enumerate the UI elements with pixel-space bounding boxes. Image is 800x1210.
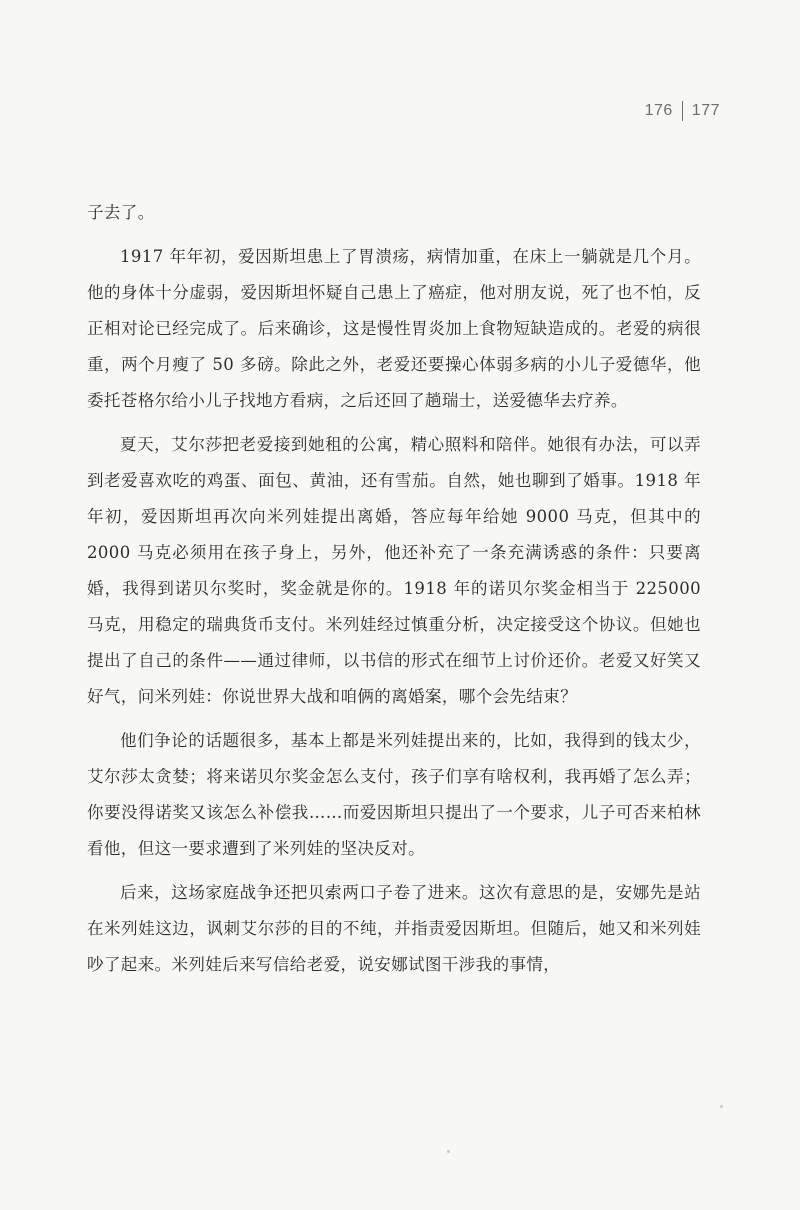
- paragraph-continuation: 子去了。: [87, 203, 155, 222]
- page-number-right: 177: [691, 102, 720, 119]
- page-number-divider: [682, 101, 683, 121]
- paragraph: 夏天，艾尔莎把老爱接到她租的公寓，精心照料和陪伴。她很有办法，可以弄到老爱喜欢吃的鸡蛋、面包、黄油，还有雪茄。自然，她也聊到了婚事。1918 年年初，爱因斯坦再次向米列娃提出离婚，答应每年给她 9000 马克，但其中的 2000 马克必须用在孩子身上，另外，他还补充了一条充满诱惑的条件：只要离婚，我得到诺贝尔奖时，奖金就是你的。1918 年的诺贝尔奖金相当于 225000 马克，用稳定的瑞典货币支付。米列娃经过慎重分析，决定接受这个协议。但她也提出了自己的条件——通过律师，以书信的形式在细节上讨价还价。老爱又好笑又好气，问米列娃：你说世界大战和咱俩的离婚案，哪个会先结束？: [87, 435, 701, 706]
- scan-speck: [447, 1150, 450, 1153]
- body-text: [87, 195, 701, 991]
- paragraph: 1917 年年初，爱因斯坦患上了胃溃疡，病情加重，在床上一躺就是几个月。他的身体十分虚弱，爱因斯坦怀疑自己患上了癌症，他对朋友说，死了也不怕，反正相对论已经完成了。后来确诊，这是慢性胃炎加上食物短缺造成的。老爱的病很重，两个月瘦了 50 多磅。除此之外，老爱还要操心体弱多病的小儿子爱德华，他委托苍格尔给小儿子找地方看病，之后还回了趟瑞士，送爱德华去疗养。: [87, 247, 701, 410]
- page-header: [645, 101, 720, 121]
- paragraph: 后来，这场家庭战争还把贝索两口子卷了进来。这次有意思的是，安娜先是站在米列娃这边，讽刺艾尔莎的目的不纯，并指责爱因斯坦。但随后，她又和米列娃吵了起来。米列娃后来写信给老爱，说安娜试图干涉我的事情，: [87, 883, 701, 974]
- scan-speck: [720, 1105, 723, 1108]
- page-number-left: 176: [644, 102, 673, 119]
- paragraph: 他们争论的话题很多，基本上都是米列娃提出来的，比如，我得到的钱太少，艾尔莎太贪婪；将来诺贝尔奖金怎么支付，孩子们享有啥权利，我再婚了怎么弄；你要没得诺奖又该怎么补偿我……而爱因斯坦只提出了一个要求，儿子可否来柏林看他，但这一要求遭到了米列娃的坚决反对。: [87, 731, 701, 858]
